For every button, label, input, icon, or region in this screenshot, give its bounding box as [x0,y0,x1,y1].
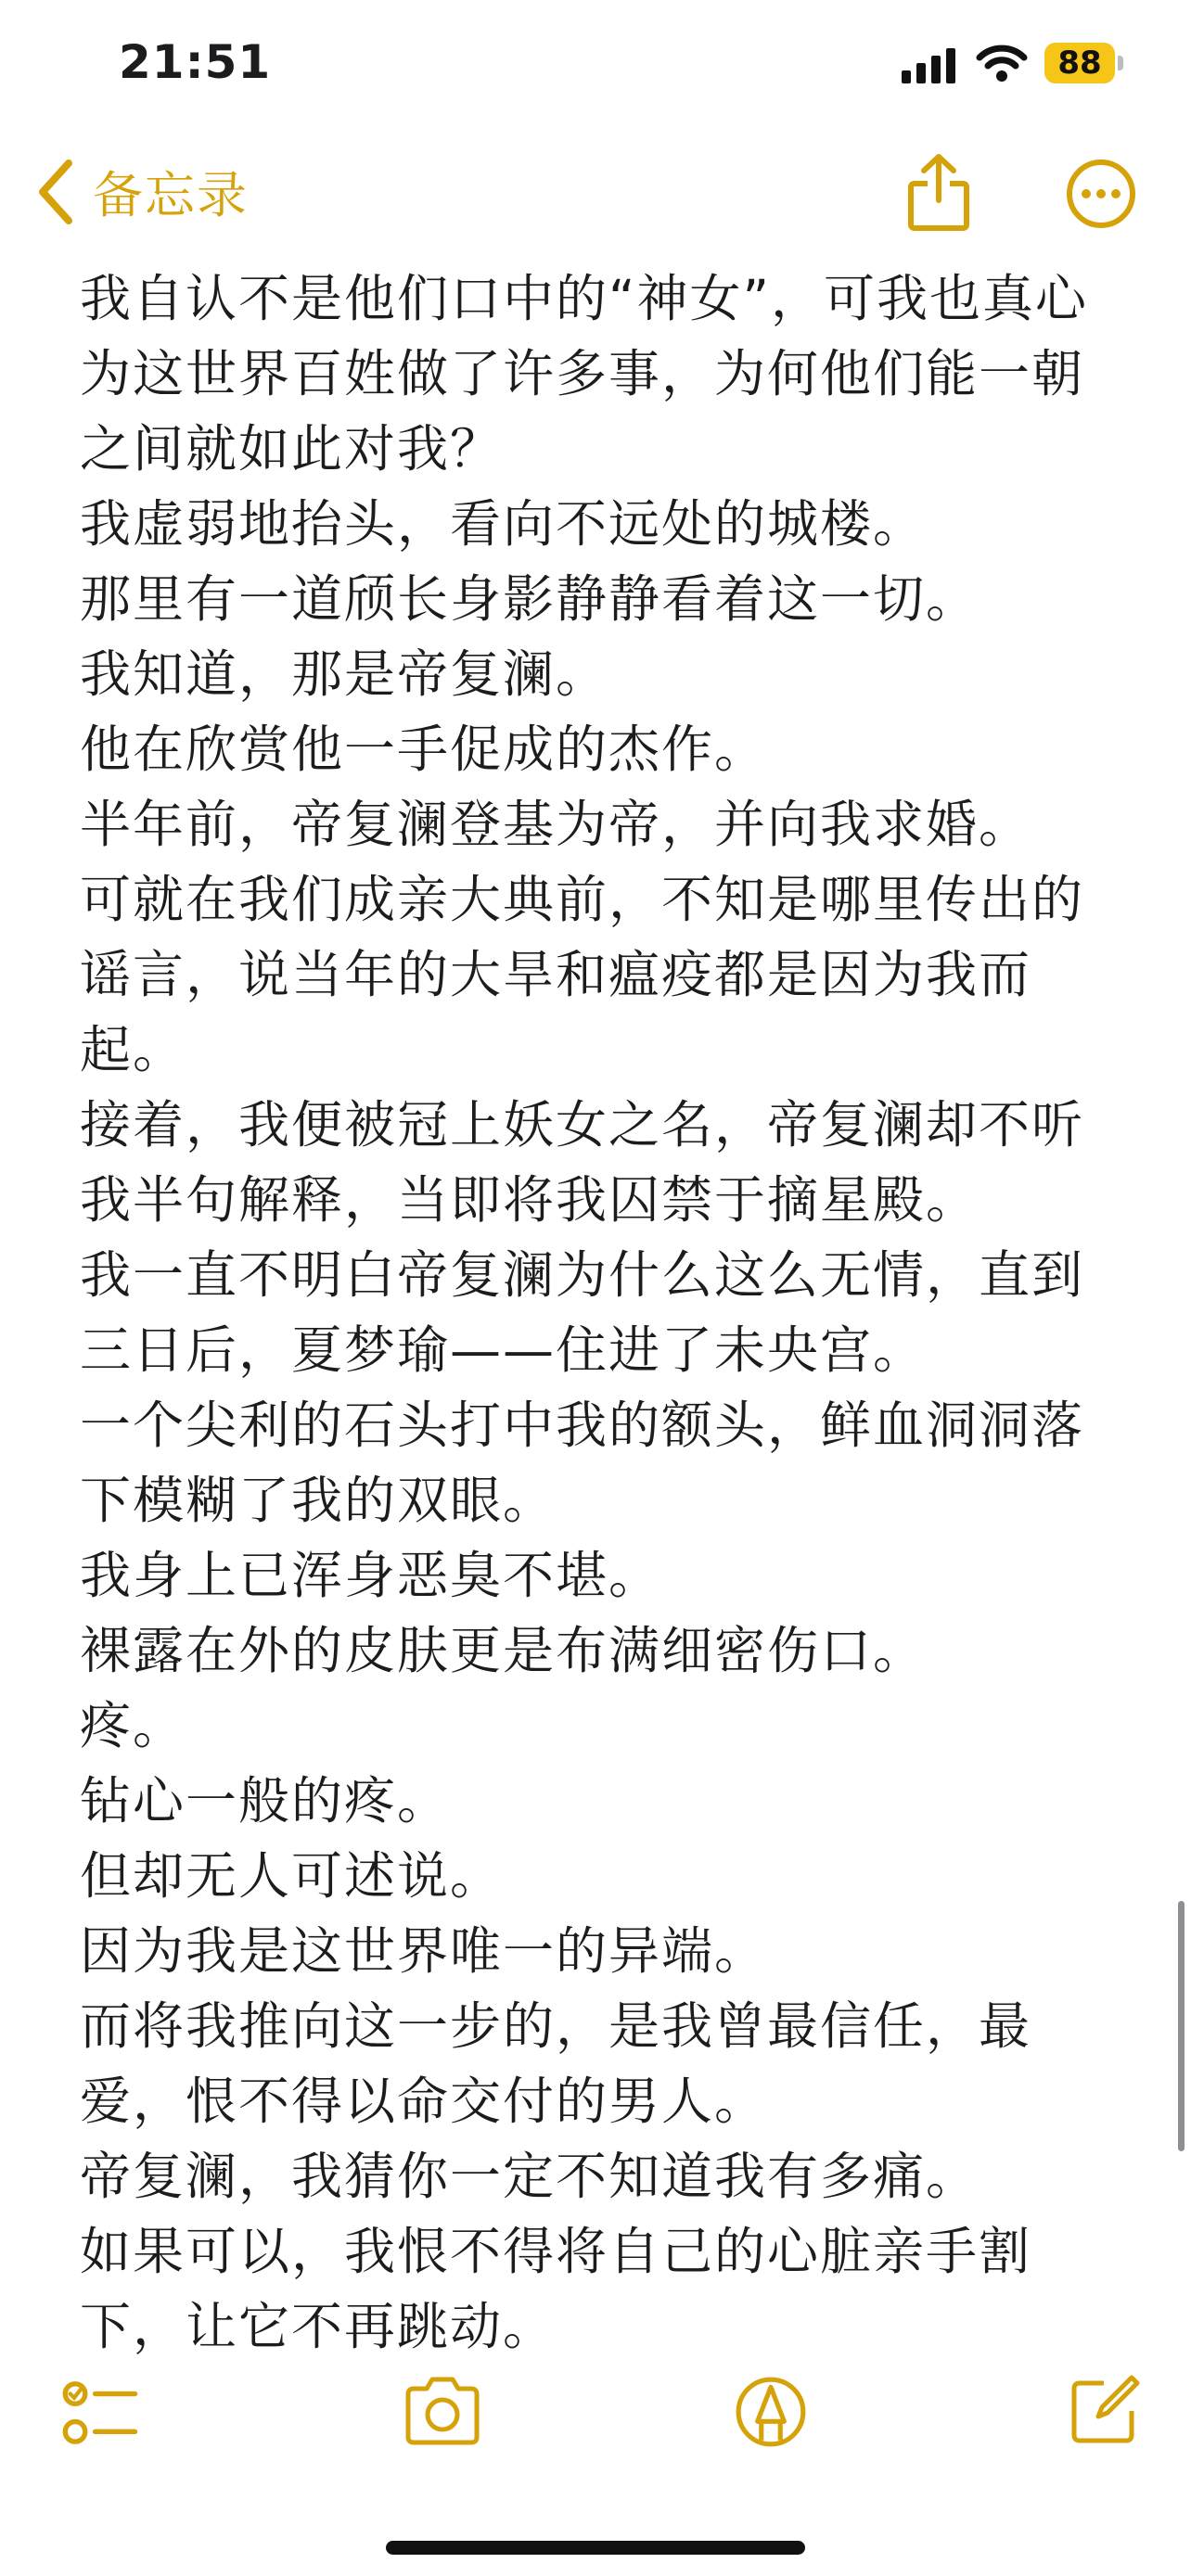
battery-icon: 88 [1044,43,1115,83]
chevron-left-icon [35,158,76,226]
ellipsis-circle-icon[interactable] [1065,158,1137,230]
note-paragraph: 我身上已浑身恶臭不堪。 [80,1546,662,1605]
note-paragraph: 我虚弱地抬头，看向不远处的城楼。 [80,494,927,554]
camera-icon[interactable] [401,2374,484,2448]
compose-icon[interactable] [1067,2374,1141,2448]
wifi-icon [976,43,1028,83]
note-paragraph: 因为我是这世界唯一的异端。 [80,1921,768,1981]
note-paragraph: 我一直不明白帝复澜为什么这么无情，直到三日后，夏梦瑜——住进了未央宫。 [80,1245,1085,1380]
note-paragraph: 疼。 [80,1696,186,1755]
back-button[interactable] [35,156,249,227]
checklist-icon[interactable] [61,2374,141,2454]
note-paragraph: 钻心一般的疼。 [80,1771,451,1830]
cellular-signal-icon [902,48,955,83]
note-paragraph: 但却无人可述说。 [80,1846,504,1906]
note-paragraph: 而将我推向这一步的，是我曾最信任，最爱，恨不得以命交付的男人。 [80,1996,1032,2131]
battery-cap [1118,56,1123,70]
bottom-toolbar [0,2374,1191,2476]
home-indicator[interactable] [386,2541,805,2555]
back-label: 备忘录 [93,166,249,224]
note-body[interactable] [80,261,1128,2365]
share-icon[interactable] [905,152,972,232]
note-paragraph: 裸露在外的皮肤更是布满细密伤口。 [80,1621,927,1680]
note-paragraph: 可就在我们成亲大典前，不知是哪里传出的谣言，说当年的大旱和瘟疫都是因为我而起。 [80,870,1085,1079]
status-time: 21:51 [119,35,272,89]
note-paragraph: 我知道，那是帝复澜。 [80,644,609,704]
status-bar [0,0,1191,139]
note-paragraph: 如果可以，我恨不得将自己的心脏亲手割下，让它不再跳动。 [80,2222,1032,2356]
note-paragraph: 半年前，帝复澜登基为帝，并向我求婚。 [80,795,1032,854]
note-paragraph: 我自认不是他们口中的“神女”，可我也真心为这世界百姓做了许多事，为何他们能一朝之间就如此对我？ [80,269,1088,478]
note-paragraph: 那里有一道颀长身影静静看着这一切。 [80,569,980,629]
scrollbar[interactable] [1178,1901,1185,2151]
note-paragraph: 帝复澜，我猜你一定不知道我有多痛。 [80,2147,980,2206]
note-paragraph: 一个尖利的石头打中我的额头，鲜血洞洞落下模糊了我的双眼。 [80,1396,1085,1530]
nav-bar [0,139,1191,260]
note-paragraph: 接着，我便被冠上妖女之名，帝复澜却不听我半句解释，当即将我囚禁于摘星殿。 [80,1095,1085,1230]
pen-tip-icon[interactable] [733,2374,809,2450]
note-paragraph: 他在欣赏他一手促成的杰作。 [80,720,768,779]
